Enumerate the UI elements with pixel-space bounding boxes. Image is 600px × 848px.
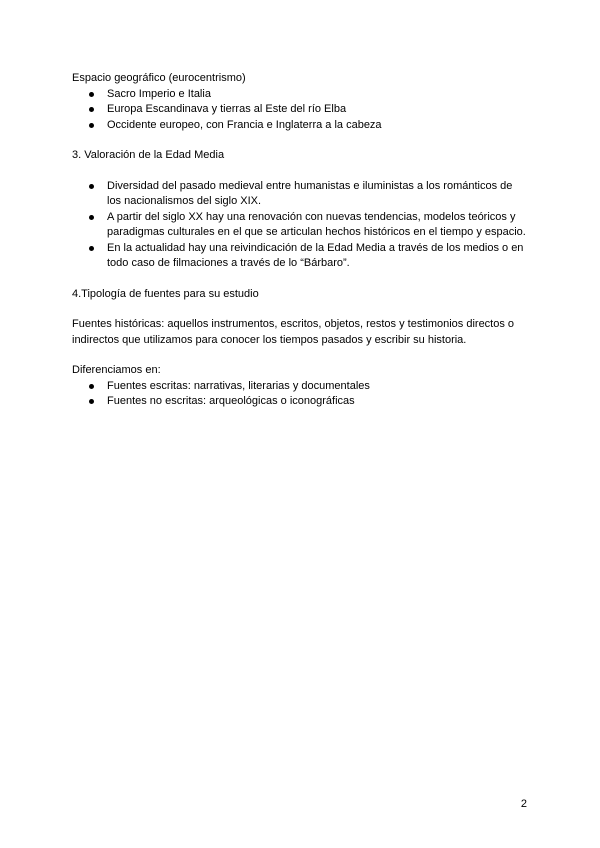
geo-list — [72, 87, 528, 134]
spacer — [72, 272, 528, 287]
spacer — [72, 302, 528, 317]
bullet-icon — [89, 107, 94, 112]
bullet-icon — [89, 215, 94, 220]
valoracion-list — [72, 179, 528, 272]
list-item: Sacro Imperio e Italia — [72, 87, 528, 103]
geo-heading: Espacio geográfico (eurocentrismo) — [72, 72, 246, 84]
list-item: Diversidad del pasado medieval entre humanistas e iluministas a los románticos de los nacionalismos del siglo XIX. — [72, 179, 528, 210]
tipologia-heading: 4.Tipología de fuentes para su estudio — [72, 287, 259, 300]
list-item: A partir del siglo XX hay una renovación con nuevas tendencias, modelos teóricos y paradigmas culturales en el que se articulan hechos históricos en el tiempo y espacio. — [72, 210, 528, 241]
valoracion-heading: 3. Valoración de la Edad Media — [72, 149, 225, 161]
bullet-icon — [89, 246, 94, 251]
page-content — [72, 71, 528, 410]
list-item: Occidente europeo, con Francia e Inglaterra a la cabeza — [72, 118, 528, 134]
tipologia-list-intro: Diferenciamos en: — [72, 364, 161, 376]
list-item: Fuentes no escritas: arqueológicas o iconográficas — [72, 394, 528, 410]
bullet-icon — [89, 384, 94, 389]
bullet-icon — [89, 92, 94, 97]
page-number: 2 — [520, 798, 527, 810]
bullet-icon — [89, 123, 94, 128]
spacer — [72, 348, 528, 363]
bullet-icon — [89, 184, 94, 189]
tipologia-list — [72, 379, 528, 410]
list-item: Fuentes escritas: narrativas, literarias y documentales — [72, 379, 528, 395]
tipologia-paragraph: Fuentes históricas: aquellos instrumentos, escritos, objetos, restos y testimonios directos o indirectos que utilizamos para conocer los tiempos pasados y escribir su historia. — [72, 318, 515, 346]
bullet-icon — [89, 399, 94, 404]
spacer — [72, 164, 528, 179]
spacer — [72, 133, 528, 148]
list-item: En la actualidad hay una reivindicación de la Edad Media a través de los medios o en todo caso de filmaciones a través de lo “Bárbaro”. — [72, 241, 528, 272]
list-item: Europa Escandinava y tierras al Este del río Elba — [72, 102, 528, 118]
